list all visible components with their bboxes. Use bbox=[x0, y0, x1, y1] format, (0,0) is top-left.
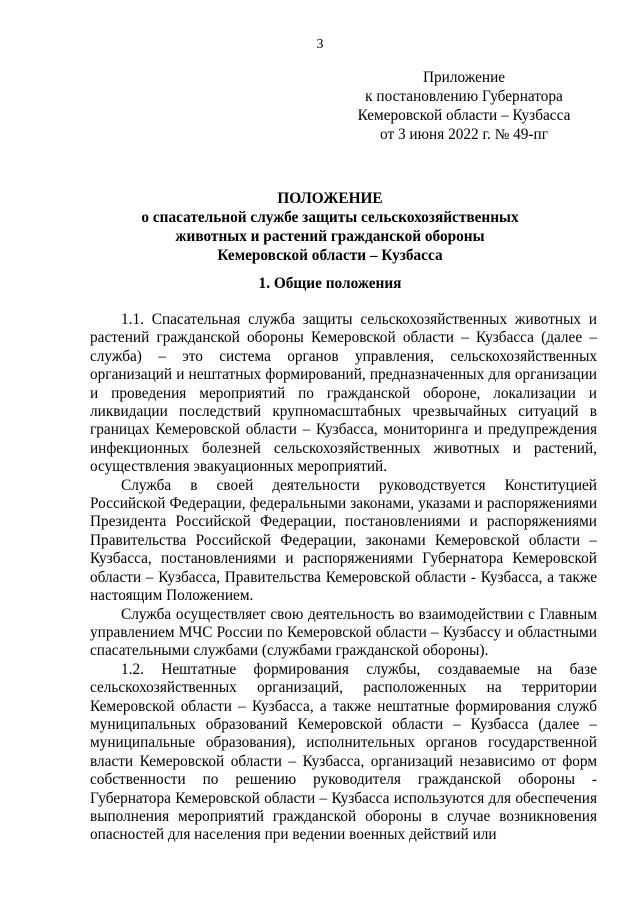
appendix-region: Кемеровской области – Кузбасса bbox=[357, 107, 571, 124]
paragraph: Служба в своей деятельности руководствуется Конституцией Российской Федерации, федеральными законами, указами и распоряжениями Президента Российской Федерации, постановлениями и распоряжениями Правительства Российской Федерации, законами Кемеровской области – Кузбасса, постановлениями и распоряжениями Губернатора Кемеровской области – Кузбасса, Правительства Кемеровской области - Кузбасса, а также настоящим Положением. bbox=[90, 476, 597, 605]
page-number: 3 bbox=[316, 37, 324, 52]
paragraph: Служба осуществляет свою деятельность во взаимодействии с Главным управлением МЧС России по Кемеровской области – Кузбассу и областными спасательными службами (службами гражданской обороны). bbox=[90, 605, 597, 660]
appendix-label: Приложение bbox=[422, 69, 506, 86]
title-heading: ПОЛОЖЕНИЕ bbox=[277, 190, 383, 207]
title-line-2: животных и растений гражданской обороны bbox=[175, 228, 485, 245]
section-heading: 1. Общие положения bbox=[258, 275, 402, 292]
appendix-block bbox=[334, 68, 594, 144]
body-text bbox=[90, 311, 597, 845]
title-line-1: о спасательной службе защиты сельскохозяйственных bbox=[141, 209, 519, 226]
title-line-3: Кемеровской области – Кузбасса bbox=[217, 247, 443, 264]
appendix-reference: к постановлению Губернатора bbox=[365, 88, 563, 105]
document-title bbox=[60, 189, 600, 265]
paragraph: 1.1. Спасательная служба защиты сельскохозяйственных животных и растений гражданской обороны Кемеровской области – Кузбасса (далее – служба) – это система органов управления, сельскохозяйственных организаций и нештатных формирований, предназначенных для организации и проведения мероприятий по гражданской обороне, локализации и ликвидации последствий крупномасштабных чрезвычайных ситуаций в границах Кемеровской области – Кузбасса, мониторинга и предупреждения инфекционных болезней сельскохозяйственных животных и растений, осуществления эвакуационных мероприятий. bbox=[90, 311, 597, 476]
appendix-date-number: от 3 июня 2022 г. № 49-пг bbox=[380, 126, 548, 143]
paragraph: 1.2. Нештатные формирования службы, создаваемые на базе сельскохозяйственных организаций, расположенных на территории Кемеровской области – Кузбасса, а также нештатные формирования служб муниципальных образований Кемеровской области – Кузбасса (далее – муниципальные образования), исполнительных органов государственной власти Кемеровской области – Кузбасса, организаций независимо от форм собственности по решению руководителя гражданской обороны - Губернатора Кемеровской области – Кузбасса используются для обеспечения выполнения мероприятий гражданской обороны в случае возникновения опасностей для населения при ведении военных действий или bbox=[90, 660, 597, 844]
